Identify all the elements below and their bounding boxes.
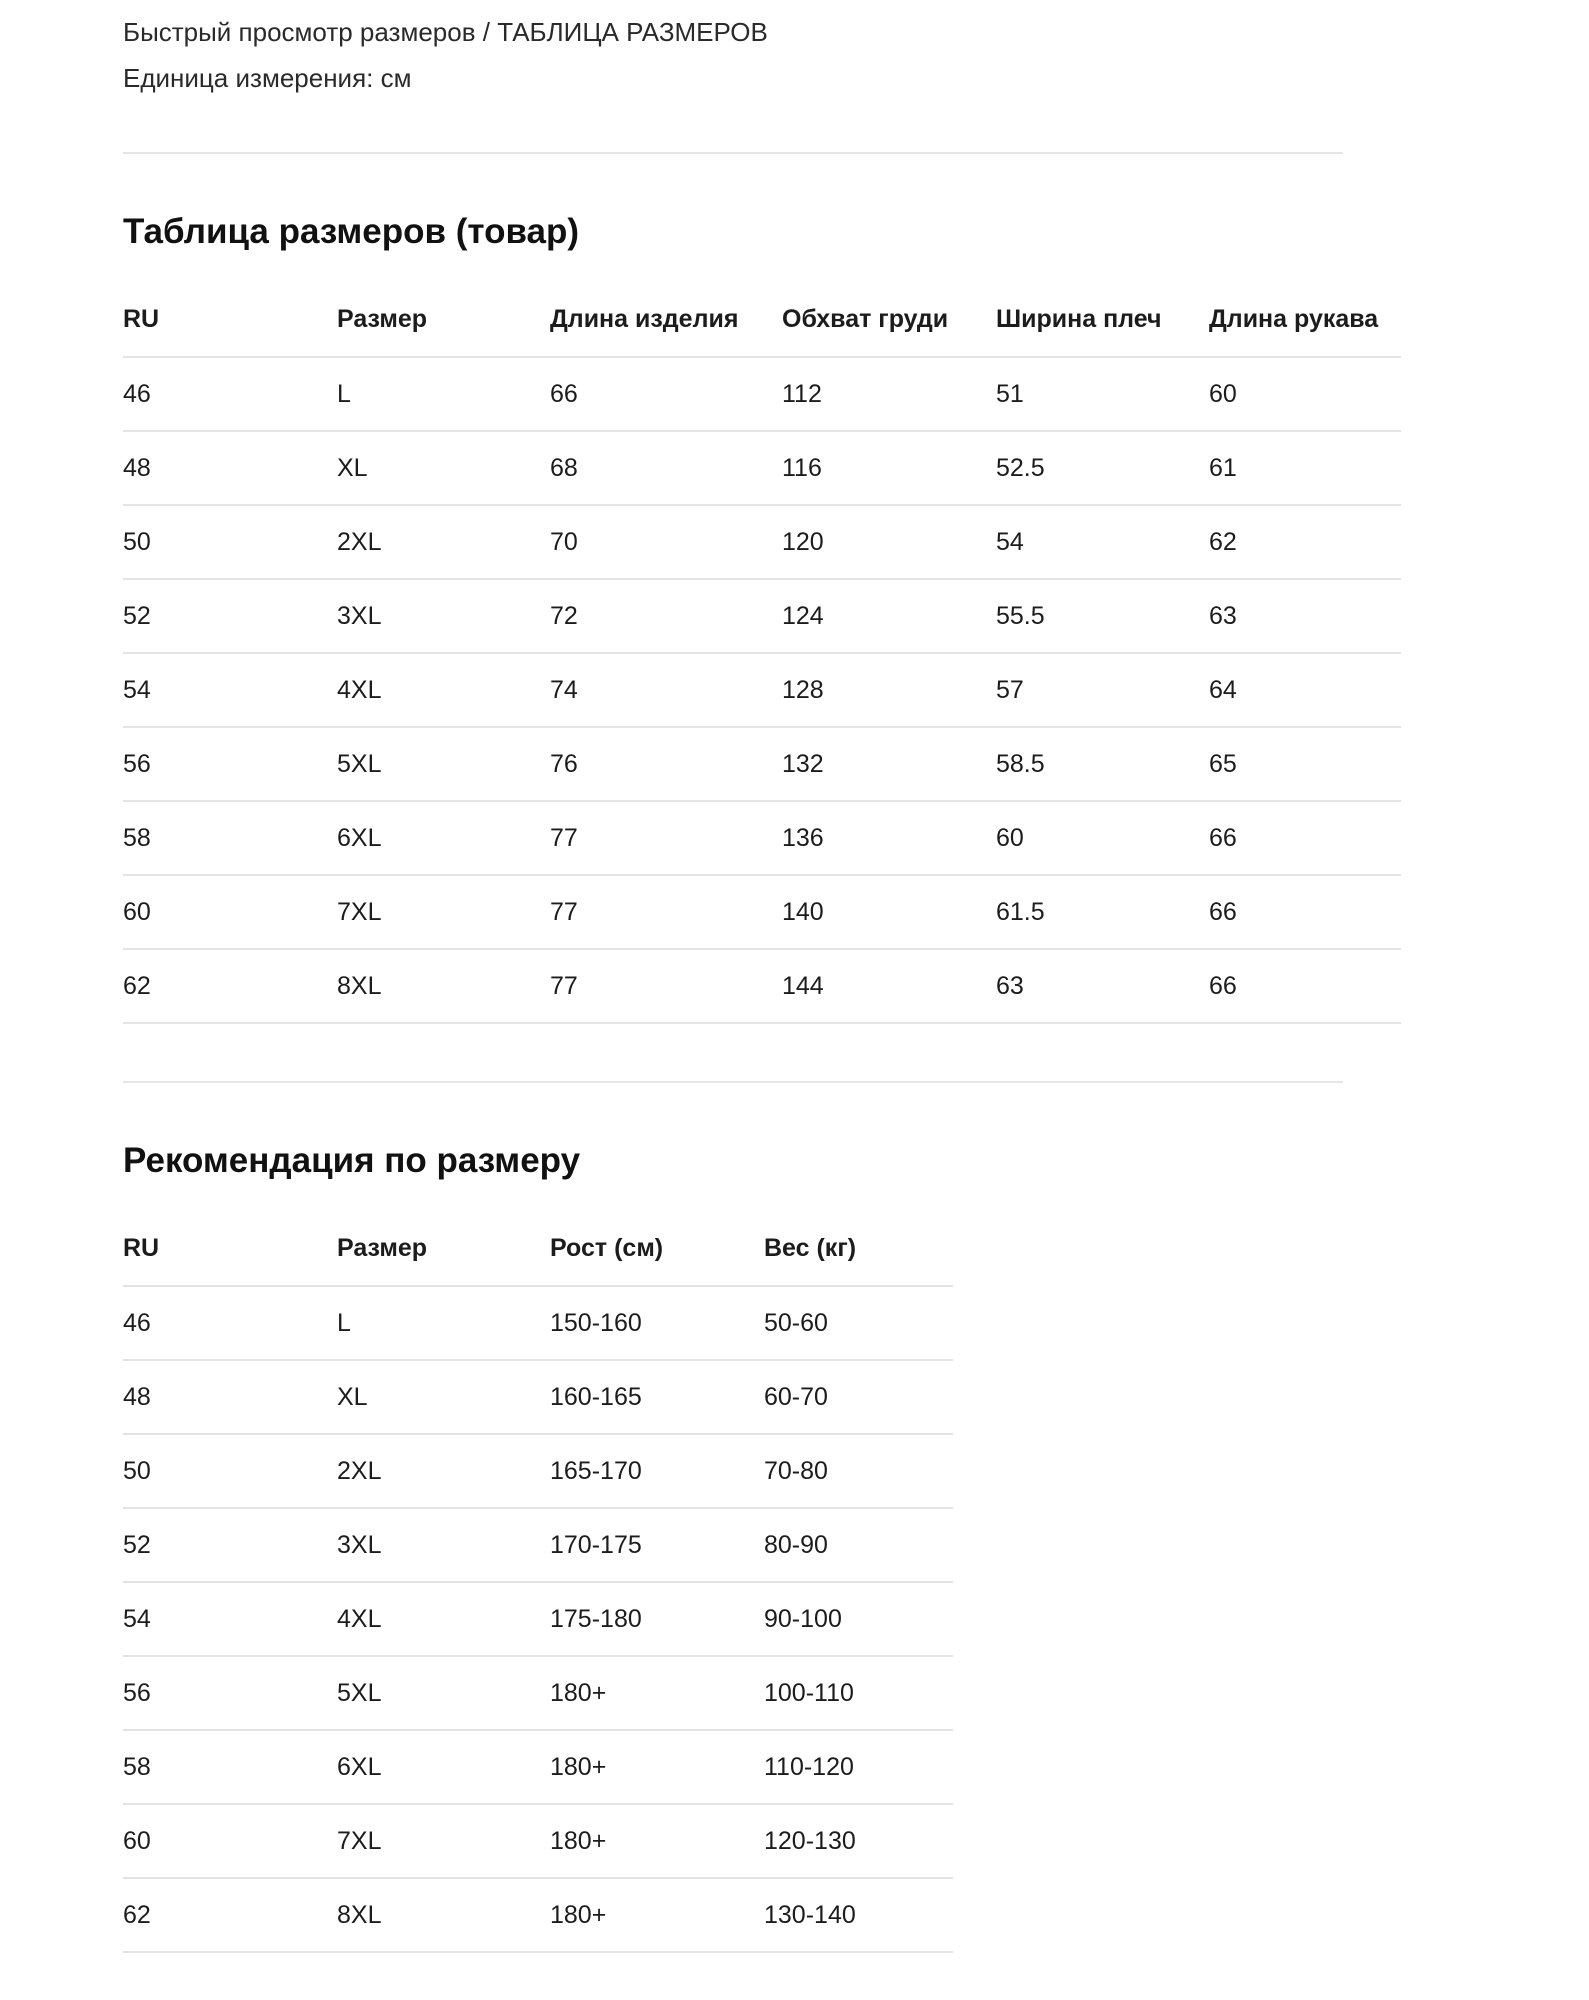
table-row: [123, 1286, 953, 1360]
column-header-height: Рост (см): [550, 1212, 764, 1286]
cell-shoulder: 61.5: [996, 875, 1209, 949]
cell-height: 170-175: [550, 1508, 764, 1582]
column-header-weight: Вес (кг): [764, 1212, 953, 1286]
cell-length: 74: [550, 653, 782, 727]
cell-size: 4XL: [337, 1582, 550, 1656]
cell-weight: 100-110: [764, 1656, 953, 1730]
cell-size: 4XL: [337, 653, 550, 727]
cell-length: 70: [550, 505, 782, 579]
breadcrumb: Быстрый просмотр размеров / ТАБЛИЦА РАЗМЕРОВ: [123, 17, 768, 47]
cell-shoulder: 55.5: [996, 579, 1209, 653]
cell-height: 150-160: [550, 1286, 764, 1360]
cell-size: 5XL: [337, 1656, 550, 1730]
cell-ru: 60: [123, 875, 337, 949]
cell-size: XL: [337, 1360, 550, 1434]
cell-ru: 52: [123, 1508, 337, 1582]
cell-weight: 130-140: [764, 1878, 953, 1952]
column-header-length: Длина изделия: [550, 283, 782, 357]
cell-sleeve: 60: [1209, 357, 1401, 431]
table-row: [123, 579, 1401, 653]
table-row: [123, 1582, 953, 1656]
cell-length: 77: [550, 801, 782, 875]
cell-size: 7XL: [337, 875, 550, 949]
cell-weight: 60-70: [764, 1360, 953, 1434]
cell-chest: 112: [782, 357, 996, 431]
cell-ru: 60: [123, 1804, 337, 1878]
cell-weight: 80-90: [764, 1508, 953, 1582]
table-row: [123, 1730, 953, 1804]
cell-chest: 124: [782, 579, 996, 653]
cell-sleeve: 65: [1209, 727, 1401, 801]
cell-sleeve: 66: [1209, 801, 1401, 875]
cell-ru: 50: [123, 1434, 337, 1508]
table-header-row: [123, 1212, 953, 1286]
cell-size: 8XL: [337, 949, 550, 1023]
cell-shoulder: 52.5: [996, 431, 1209, 505]
cell-length: 66: [550, 357, 782, 431]
table-row: [123, 505, 1401, 579]
cell-weight: 120-130: [764, 1804, 953, 1878]
table-row: [123, 875, 1401, 949]
cell-size: 8XL: [337, 1878, 550, 1952]
table-row: [123, 1508, 953, 1582]
cell-ru: 52: [123, 579, 337, 653]
cell-length: 76: [550, 727, 782, 801]
cell-ru: 54: [123, 653, 337, 727]
table-row: [123, 357, 1401, 431]
size-recommendation-table: [123, 1212, 953, 1953]
cell-chest: 132: [782, 727, 996, 801]
column-header-size: Размер: [337, 283, 550, 357]
cell-length: 72: [550, 579, 782, 653]
measurement-unit: Единица измерения: см: [123, 63, 412, 93]
product-table-body: [123, 357, 1401, 1023]
table-row: [123, 1878, 953, 1952]
cell-size: L: [337, 357, 550, 431]
column-header-chest: Обхват груди: [782, 283, 996, 357]
cell-shoulder: 51: [996, 357, 1209, 431]
cell-sleeve: 61: [1209, 431, 1401, 505]
cell-ru: 62: [123, 949, 337, 1023]
cell-sleeve: 66: [1209, 949, 1401, 1023]
cell-weight: 70-80: [764, 1434, 953, 1508]
table-row: [123, 1804, 953, 1878]
table-row: [123, 653, 1401, 727]
cell-ru: 58: [123, 801, 337, 875]
cell-sleeve: 62: [1209, 505, 1401, 579]
table-row: [123, 1434, 953, 1508]
table-row: [123, 727, 1401, 801]
cell-chest: 120: [782, 505, 996, 579]
column-header-shoulder: Ширина плеч: [996, 283, 1209, 357]
cell-height: 175-180: [550, 1582, 764, 1656]
cell-ru: 62: [123, 1878, 337, 1952]
product-size-table-title: Таблица размеров (товар): [123, 212, 580, 251]
column-header-sleeve: Длина рукава: [1209, 283, 1401, 357]
cell-weight: 50-60: [764, 1286, 953, 1360]
cell-size: 5XL: [337, 727, 550, 801]
cell-ru: 46: [123, 357, 337, 431]
cell-shoulder: 60: [996, 801, 1209, 875]
cell-ru: 48: [123, 1360, 337, 1434]
table-row: [123, 431, 1401, 505]
cell-weight: 110-120: [764, 1730, 953, 1804]
cell-shoulder: 58.5: [996, 727, 1209, 801]
cell-shoulder: 54: [996, 505, 1209, 579]
column-header-ru: RU: [123, 283, 337, 357]
table-header-row: [123, 283, 1401, 357]
cell-sleeve: 64: [1209, 653, 1401, 727]
table-row: [123, 1360, 953, 1434]
cell-weight: 90-100: [764, 1582, 953, 1656]
column-header-ru: RU: [123, 1212, 337, 1286]
cell-chest: 128: [782, 653, 996, 727]
cell-size: L: [337, 1286, 550, 1360]
cell-size: 6XL: [337, 1730, 550, 1804]
cell-length: 68: [550, 431, 782, 505]
cell-length: 77: [550, 875, 782, 949]
cell-size: 7XL: [337, 1804, 550, 1878]
cell-height: 165-170: [550, 1434, 764, 1508]
cell-shoulder: 63: [996, 949, 1209, 1023]
recommendation-table-title: Рекомендация по размеру: [123, 1141, 581, 1180]
cell-sleeve: 63: [1209, 579, 1401, 653]
cell-height: 180+: [550, 1878, 764, 1952]
cell-chest: 116: [782, 431, 996, 505]
cell-size: 2XL: [337, 505, 550, 579]
cell-chest: 144: [782, 949, 996, 1023]
section-divider: [123, 152, 1343, 154]
cell-chest: 140: [782, 875, 996, 949]
cell-ru: 56: [123, 1656, 337, 1730]
cell-height: 180+: [550, 1656, 764, 1730]
cell-ru: 56: [123, 727, 337, 801]
cell-size: 2XL: [337, 1434, 550, 1508]
table-row: [123, 949, 1401, 1023]
product-size-table: [123, 283, 1401, 1024]
cell-size: 3XL: [337, 1508, 550, 1582]
cell-length: 77: [550, 949, 782, 1023]
cell-size: XL: [337, 431, 550, 505]
column-header-size: Размер: [337, 1212, 550, 1286]
cell-ru: 54: [123, 1582, 337, 1656]
table-row: [123, 1656, 953, 1730]
cell-height: 180+: [550, 1730, 764, 1804]
cell-size: 6XL: [337, 801, 550, 875]
cell-sleeve: 66: [1209, 875, 1401, 949]
recommendation-table-body: [123, 1286, 953, 1952]
cell-height: 160-165: [550, 1360, 764, 1434]
cell-ru: 58: [123, 1730, 337, 1804]
section-divider: [123, 1081, 1343, 1083]
cell-height: 180+: [550, 1804, 764, 1878]
table-row: [123, 801, 1401, 875]
cell-ru: 50: [123, 505, 337, 579]
cell-size: 3XL: [337, 579, 550, 653]
cell-ru: 46: [123, 1286, 337, 1360]
cell-ru: 48: [123, 431, 337, 505]
cell-chest: 136: [782, 801, 996, 875]
cell-shoulder: 57: [996, 653, 1209, 727]
